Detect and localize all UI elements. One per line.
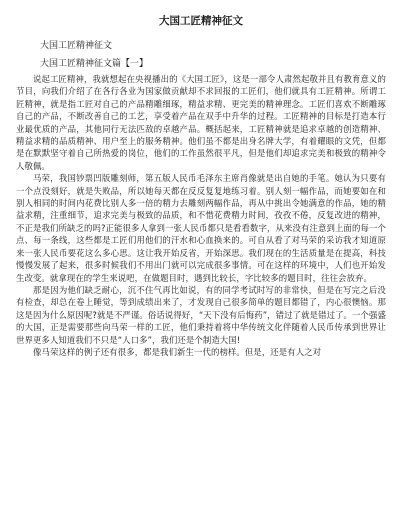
section-heading: 大国工匠精神征文篇【一】 <box>40 59 149 69</box>
paragraph-1: 说起工匠精神，我就想起在央视播出的《大国工匠》，这是一部令人肃然起敬并且有教育意义的节目，向我们介绍了在各行各业为国家做贡献却不求回报的工匠们，他们就具有工匠精神。所谓工匠精神，就是指工匠对自己的产品精雕细琢，精益求精、更完美的精神理念。工匠们喜欢不断雕琢自己的产品，不断改善自己的工艺，享受着产品在双手中升华的过程。工匠精神的目标是打造本行业最优质的产品，其他同行无法匹敌的卓越产品。概括起来，工匠精神就是追求卓越的创造精神、精益求精的品质精神、用户至上的服务精神。他们虽不都是出身名牌大学，有着耀眼的文凭，但都是在默默坚守着自己所热爱的岗位，他们的工作虽然很平凡，但是他们却追求完美和极致的精神令人敬佩。 <box>16 74 386 171</box>
paragraph-2: 马荣，我国钞票凹版雕刻师，第五版人民币毛泽东主席肖像就是出自她的手笔。她认为只要有一个点没刻好，就是失败品，所以她每天都在反反复复地练习着。别人刻一幅作品，而她要如在和别人相同的时间内花费比别人多一倍的精力去雕刻两幅作品，再从中挑出令她满意的作品，她的精益求精，注重细节，追求完美与极致的品质，和不惜花费精力时间，孜孜不倦，反复改进的精神，不正是我们所缺乏的吗?正能很多人拿到一张人民币都只是看看数字，从来没有注意到上面的每一个点、每一条线，这些都是工匠们用他们的汗水和心血换来的。可自从看了对马荣的采访我才知道原来一张人民币要花这么多心思。这让我开始反省，开始深思。我们现在的生活质量是在提高，科技慢慢发展了起来，很多时候我们不用出门就可以完成很多事情。可在这样的环境中，人们也开始发生改变。就拿现在的学生来说吧，在做题目时，遇到比较长，字比较多的题目时，往往会放弃。 <box>16 173 386 283</box>
document-title: 大国工匠精神征文 <box>159 15 243 27</box>
paragraph-3: 那是因为他们缺乏耐心，沉不住气再比如说，有的同学考试时写的非常快，但是在写完之后没有检查，却总在卷上睡觉，等到成绩出来了，才发现自己很多简单的题目都错了，内心很懊恼。那这是因为什么原因呢?就是不严谨。俗话说得好，“天下没有后悔药”，错过了就是错过了。一个强盛的大国，正是需要那些向马荣一样的工匠，他们秉持着将中华传统文化伴随着人民币传承到世界让世界更多人知道我们不只是“人口多”，我们还是个制造大国! <box>16 284 386 345</box>
paragraph-4: 像马荣这样的例子还有很多，都是我们新生一代的榜样。但是，还是有人之对 <box>33 346 322 357</box>
document-subtitle: 大国工匠精神征文 <box>40 41 113 51</box>
